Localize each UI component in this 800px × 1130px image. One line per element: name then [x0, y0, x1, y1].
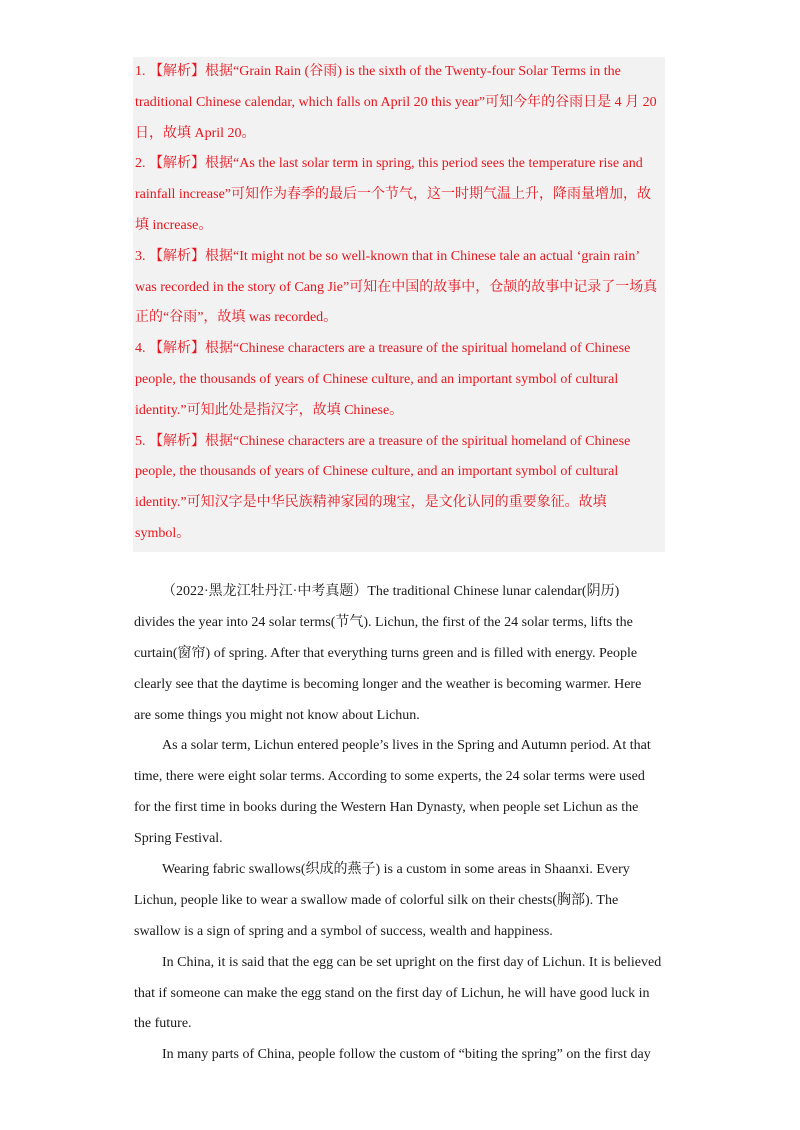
answer-line: 3. 【解析】根据“It might not be so well-known that in Chinese tale an actual ‘grain rain’ — [135, 248, 641, 264]
passage-line: In many parts of China, people follow the custom of “biting the spring” on the first day — [162, 1047, 651, 1063]
answer-line: 1. 【解析】根据“Grain Rain (谷雨) is the sixth of the Twenty-four Solar Terms in the — [135, 64, 621, 79]
passage-line: Spring Festival. — [134, 831, 223, 847]
passage-line: that if someone can make the egg stand on the first day of Lichun, he will have good luck in — [134, 985, 650, 1001]
passage-line: time, there were eight solar terms. According to some experts, the 24 solar terms were used — [134, 769, 645, 785]
passage-line: In China, it is said that the egg can be set upright on the first day of Lichun. It is believed — [162, 954, 662, 970]
passage-line: for the first time in books during the Western Han Dynasty, when people set Lichun as the — [134, 800, 639, 816]
answer-explanations — [133, 57, 665, 552]
passage-line: Wearing fabric swallows(织成的燕子) is a custom in some areas in Shaanxi. Every — [162, 862, 630, 878]
passage-line: As a solar term, Lichun entered people’s lives in the Spring and Autumn period. At that — [162, 738, 651, 754]
answer-line: 日，故填 April 20。 — [135, 125, 256, 141]
passage-line: curtain(窗帘) of spring. After that everything turns green and is filled with energy. People — [134, 645, 638, 661]
answer-line: traditional Chinese calendar, which falls on April 20 this year”可知今年的谷雨日是 4 月 20 — [135, 94, 657, 110]
answer-line: rainfall increase”可知作为春季的最后一个节气，这一时期气温上升，降雨量增加，故 — [135, 187, 651, 203]
passage-line: clearly see that the daytime is becoming longer and the weather is becoming warmer. Here — [134, 676, 642, 692]
passage-line: （2022·黑龙江牡丹江·中考真题）The traditional Chinese lunar calendar(阴历) — [162, 584, 620, 599]
passage-line: divides the year into 24 solar terms(节气). Lichun, the first of the 24 solar terms, lifts the — [134, 614, 633, 630]
reading-passage — [134, 577, 666, 1071]
answer-line: symbol。 — [135, 525, 191, 541]
passage-line: swallow is a sign of spring and a symbol of success, wealth and happiness. — [134, 923, 553, 939]
answer-line: was recorded in the story of Cang Jie”可知在中国的故事中，仓颉的故事中记录了一场真 — [135, 279, 658, 295]
answer-line: people, the thousands of years of Chinese culture, and an important symbol of cultural — [135, 371, 619, 387]
answer-line: identity.”可知此处是指汉字，故填 Chinese。 — [135, 402, 404, 418]
answer-line: identity.”可知汉字是中华民族精神家园的瑰宝，是文化认同的重要象征。故填 — [135, 495, 607, 511]
answer-line: 5. 【解析】根据“Chinese characters are a treasure of the spiritual homeland of Chinese — [135, 433, 631, 449]
passage-line: are some things you might not know about Lichun. — [134, 707, 420, 723]
answer-line: 4. 【解析】根据“Chinese characters are a treasure of the spiritual homeland of Chinese — [135, 341, 631, 357]
answer-line: 正的“谷雨”，故填 was recorded。 — [135, 310, 338, 326]
answer-line: people, the thousands of years of Chinese culture, and an important symbol of cultural — [135, 464, 619, 480]
answer-line: 2. 【解析】根据“As the last solar term in spring, this period sees the temperature rise and — [135, 156, 643, 172]
passage-line: Lichun, people like to wear a swallow made of colorful silk on their chests(胸部). The — [134, 892, 619, 908]
answer-line: 填 increase。 — [135, 217, 213, 233]
passage-line: the future. — [134, 1016, 192, 1032]
